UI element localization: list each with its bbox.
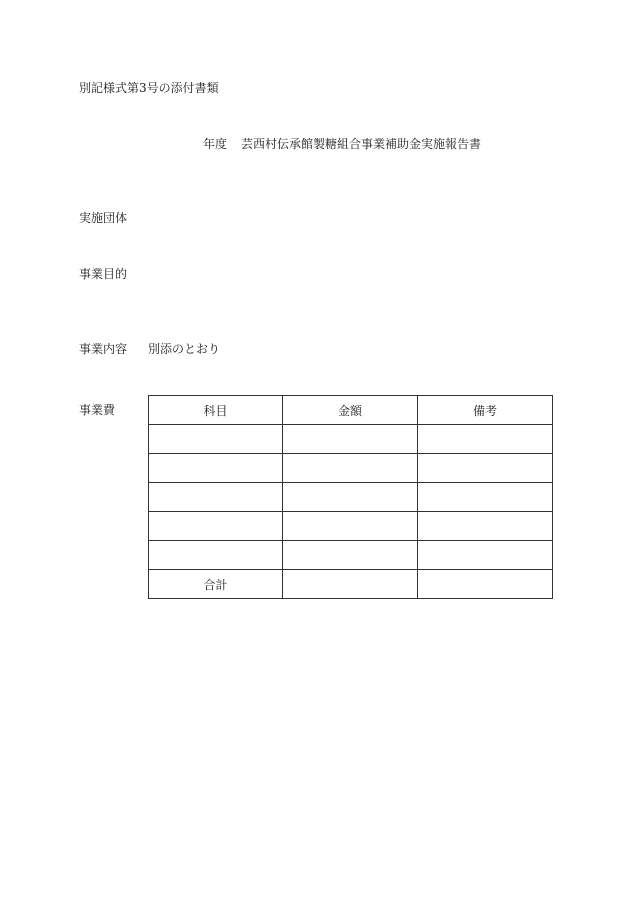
content-value: 別添のとおり — [148, 342, 221, 356]
table-row — [149, 512, 553, 541]
cell-remarks — [418, 541, 553, 570]
title-name: 芸西村伝承館製糖組合事業補助金実施報告書 — [241, 137, 482, 151]
cell-subject — [149, 454, 283, 483]
total-amount — [283, 570, 418, 599]
purpose-label: 事業目的 — [79, 267, 128, 281]
total-label: 合計 — [149, 570, 283, 599]
cell-subject — [149, 512, 283, 541]
content-label: 事業内容 — [79, 342, 128, 356]
cell-amount — [283, 483, 418, 512]
cell-amount — [283, 454, 418, 483]
cell-subject — [149, 541, 283, 570]
cost-label: 事業費 — [79, 403, 116, 417]
table-row — [149, 541, 553, 570]
cost-table-header-row — [149, 396, 553, 425]
cell-amount — [283, 541, 418, 570]
cell-remarks — [418, 454, 553, 483]
header-subject: 科目 — [149, 396, 283, 425]
header-remarks: 備考 — [418, 396, 553, 425]
cell-amount — [283, 512, 418, 541]
document-title — [203, 137, 481, 151]
organization-label: 実施団体 — [79, 211, 128, 225]
cost-table — [148, 395, 553, 599]
cell-subject — [149, 483, 283, 512]
form-identifier: 別記様式第3号の添付書類 — [79, 81, 219, 95]
total-remarks — [418, 570, 553, 599]
cell-remarks — [418, 512, 553, 541]
header-amount: 金額 — [283, 396, 418, 425]
title-year-label: 年度 — [203, 137, 228, 151]
cell-subject — [149, 425, 283, 454]
cell-remarks — [418, 483, 553, 512]
table-row — [149, 454, 553, 483]
cell-remarks — [418, 425, 553, 454]
table-row — [149, 425, 553, 454]
total-row — [149, 570, 553, 599]
table-row — [149, 483, 553, 512]
cell-amount — [283, 425, 418, 454]
